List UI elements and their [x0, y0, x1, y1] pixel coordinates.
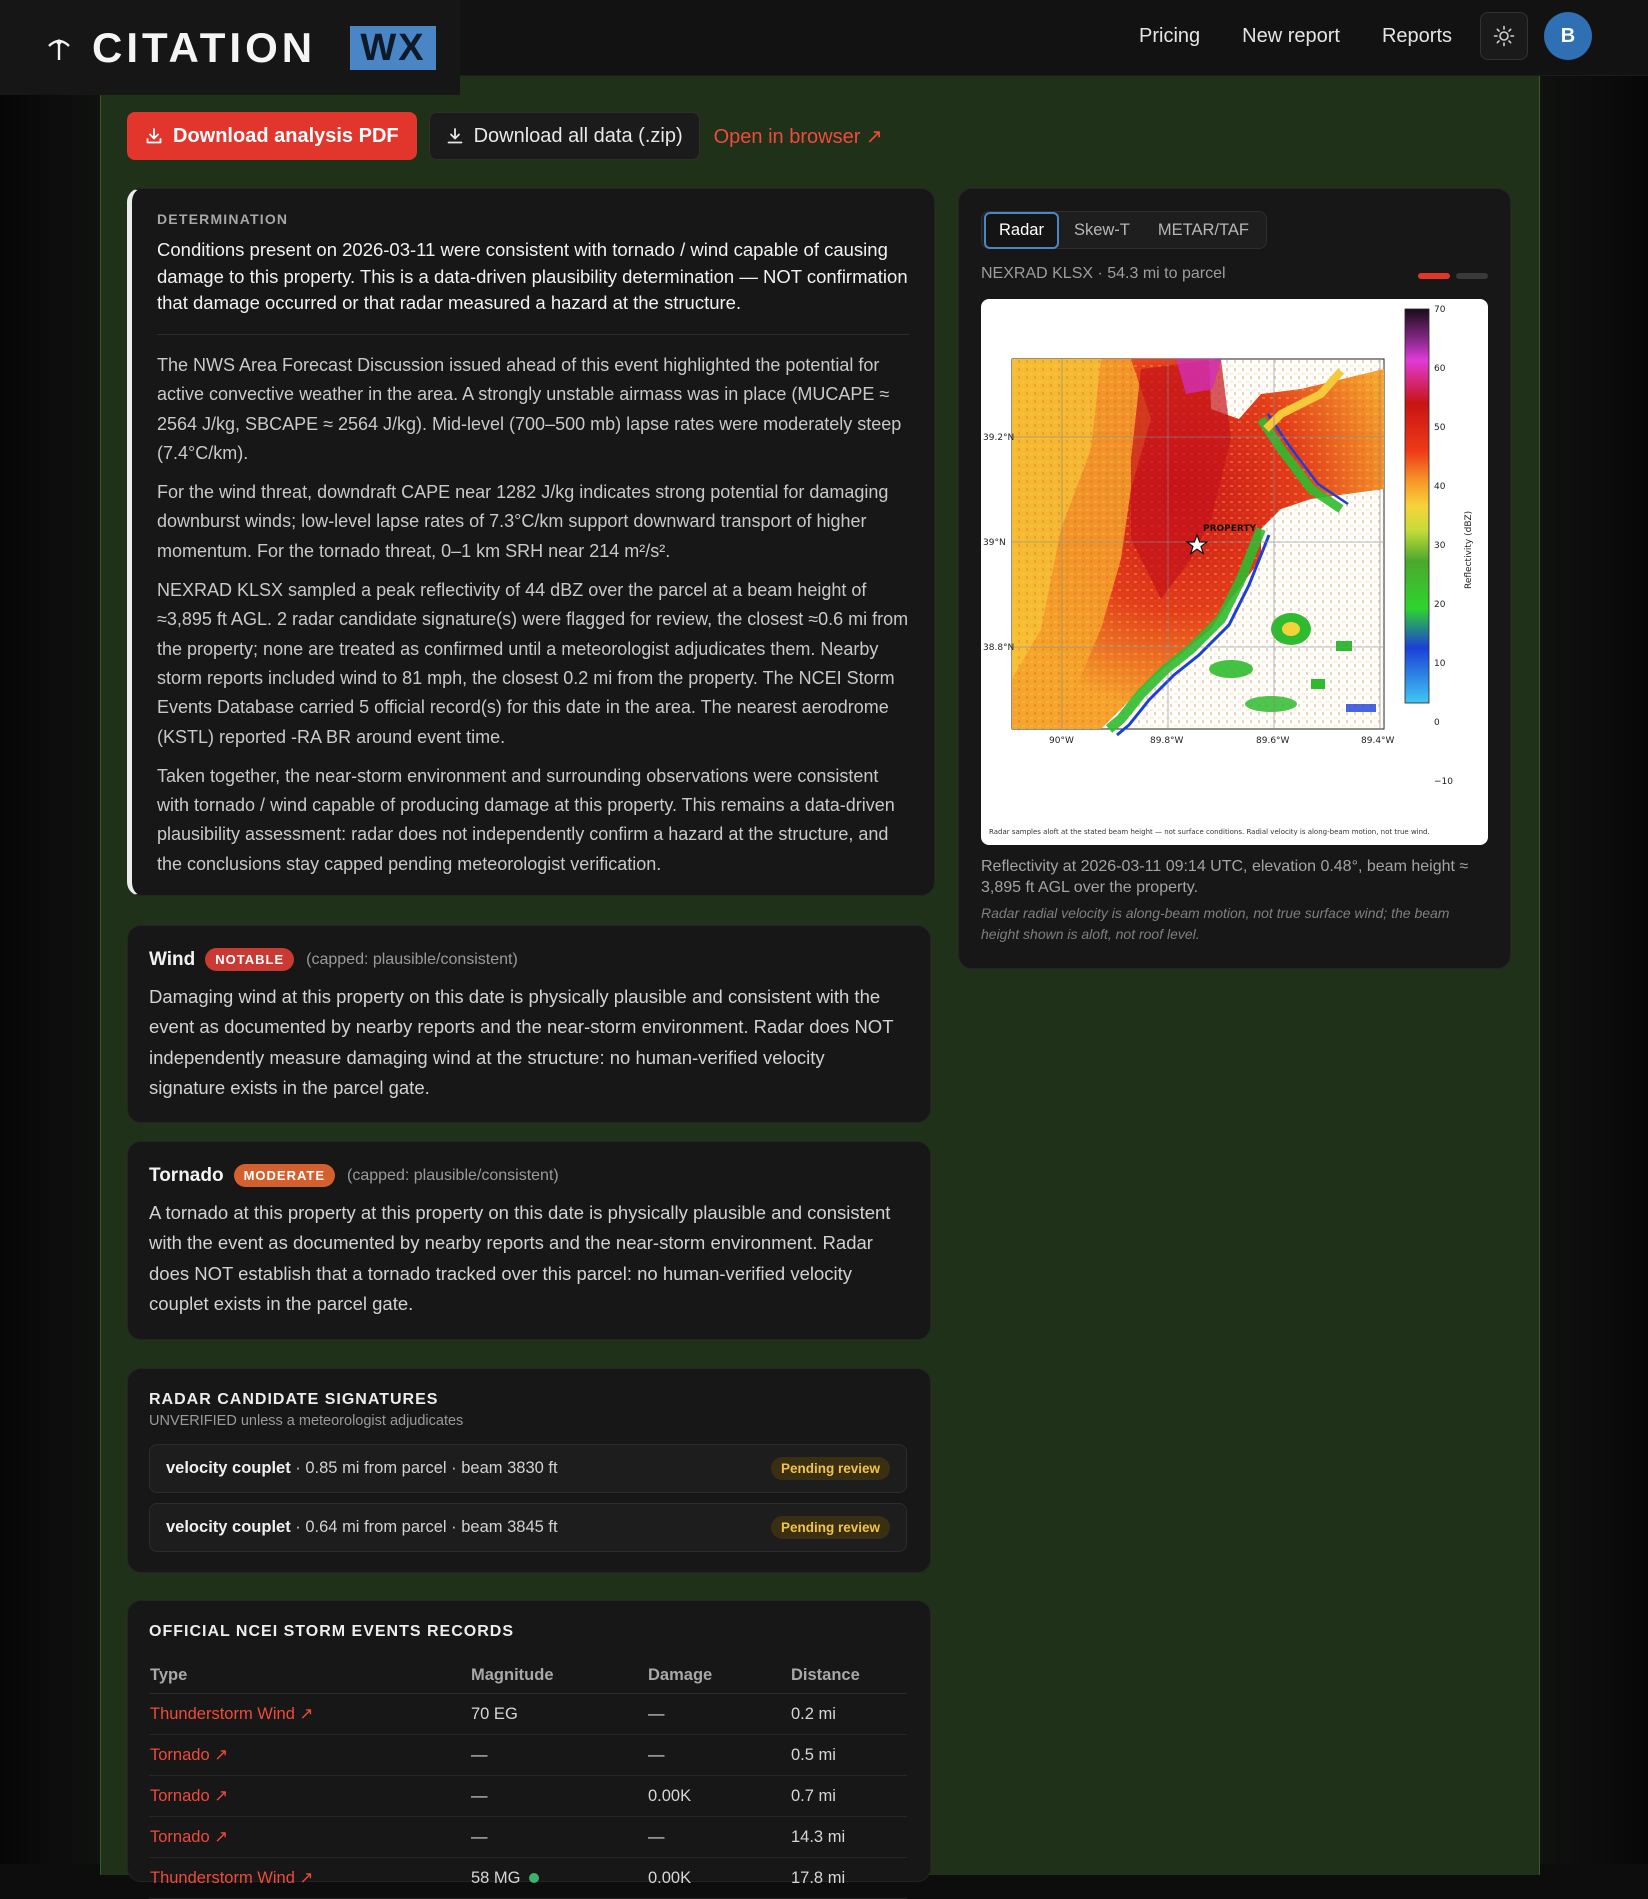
- lon-label: 90°W: [1049, 736, 1074, 746]
- signature-kind: velocity couplet: [166, 1518, 291, 1536]
- signature-detail: · 0.64 mi from parcel · beam 3845 ft: [290, 1518, 558, 1536]
- wind-risk-title: Wind: [149, 948, 196, 970]
- wind-capped-note: (capped: plausible/consistent): [306, 950, 518, 968]
- storm-events-title: OFFICIAL NCEI STORM EVENTS RECORDS: [149, 1623, 514, 1640]
- image-pager: [1418, 273, 1488, 279]
- colorbar-tick: 0: [1434, 718, 1440, 728]
- pending-review-badge: Pending review: [771, 1457, 890, 1480]
- colorbar-tick: −10: [1434, 777, 1453, 787]
- event-damage: —: [647, 1694, 790, 1735]
- table-row: [149, 1735, 907, 1776]
- column-header: Damage: [647, 1657, 790, 1694]
- radar-image-footnote: Radar samples aloft at the stated beam height — not surface conditions. Radial velocity is along-beam motion, not true wind.: [989, 828, 1430, 836]
- event-magnitude: 70 EG: [470, 1694, 647, 1735]
- brand-suffix: WX: [350, 26, 436, 70]
- lat-label: 39.2°N: [983, 433, 1015, 443]
- radar-signatures-card: [127, 1368, 931, 1573]
- radar-tabs: [981, 211, 1267, 249]
- column-header: Type: [149, 1657, 470, 1694]
- lat-label: 38.8°N: [983, 643, 1015, 653]
- signatures-title: RADAR CANDIDATE SIGNATURES: [149, 1391, 439, 1408]
- download-pdf-button[interactable]: [127, 112, 417, 160]
- nav-new-report[interactable]: New report: [1242, 24, 1340, 47]
- table-row: [149, 1776, 907, 1817]
- tornado-capped-note: (capped: plausible/consistent): [347, 1166, 559, 1184]
- determination-paragraph: The NWS Area Forecast Discussion issued ahead of this event highlighted the potential for active convective weather in the area. A strongly unstable airmass was in place (MUCAPE ≈ 2564 J/kg, SBCAPE ≈ 2564 J/kg). Mid-level (700–500 mb) lapse rates were moderately steep (7.4°C/km).: [157, 355, 902, 463]
- tab-metar-taf[interactable]: METAR/TAF: [1157, 220, 1249, 239]
- property-marker-label: PROPERTY: [1203, 524, 1257, 534]
- determination-lead: Conditions present on 2026-03-11 were consistent with tornado / wind capable of causing damage to this property. This is a data-driven plausibility determination — NOT confirmation that damage occurred or that radar measured a hazard at the structure.: [157, 239, 908, 313]
- sun-icon: [1493, 25, 1515, 47]
- theme-toggle-button[interactable]: [1480, 12, 1528, 60]
- colorbar-tick: 10: [1434, 659, 1446, 669]
- colorbar-tick: 70: [1434, 305, 1446, 315]
- signature-row[interactable]: [149, 1503, 907, 1552]
- tab-radar[interactable]: Radar: [984, 212, 1059, 249]
- event-type-link[interactable]: Thunderstorm Wind ↗: [149, 1694, 470, 1735]
- tornado-risk-title: Tornado: [149, 1164, 224, 1186]
- download-pdf-label: Download analysis PDF: [173, 124, 399, 147]
- download-zip-button[interactable]: [429, 112, 700, 160]
- lat-label: 39°N: [983, 538, 1006, 548]
- colorbar-tick: 50: [1434, 423, 1446, 433]
- event-damage: —: [647, 1735, 790, 1776]
- nav-pricing[interactable]: Pricing: [1139, 24, 1201, 47]
- lon-label: 89.6°W: [1256, 736, 1290, 746]
- column-header: Magnitude: [470, 1657, 647, 1694]
- tab-skew-t[interactable]: Skew-T: [1073, 220, 1130, 239]
- pager-dot[interactable]: [1456, 273, 1488, 279]
- radar-reflectivity-map: [981, 299, 1488, 845]
- event-distance: 14.3 mi: [790, 1817, 907, 1858]
- download-icon: [446, 127, 464, 145]
- event-magnitude: —: [470, 1817, 647, 1858]
- colorbar-tick: 60: [1434, 364, 1446, 374]
- wind-severity-badge: NOTABLE: [205, 948, 294, 971]
- signature-kind: velocity couplet: [166, 1459, 291, 1477]
- page-edge-right: [1538, 0, 1648, 1864]
- nav-links: [1097, 12, 1592, 60]
- determination-card: [127, 188, 935, 896]
- lon-label: 89.4°W: [1361, 736, 1395, 746]
- event-damage: 0.00K: [647, 1858, 790, 1899]
- signature-text: [166, 1459, 558, 1478]
- event-distance: 17.8 mi: [790, 1858, 907, 1899]
- brand-name: CITATION: [92, 24, 317, 71]
- radar-caption: Reflectivity at 2026-03-11 09:14 UTC, elevation 0.48°, beam height ≈ 3,895 ft AGL over the property.: [981, 858, 1469, 896]
- event-type-link[interactable]: Tornado ↗: [149, 1735, 470, 1776]
- signature-text: [166, 1518, 558, 1537]
- tornado-risk-card: [127, 1141, 931, 1340]
- event-type-link[interactable]: Thunderstorm Wind ↗: [149, 1858, 470, 1899]
- colorbar-tick: 40: [1434, 482, 1446, 492]
- colorbar-tick: 20: [1434, 600, 1446, 610]
- open-in-browser-link[interactable]: Open in browser ↗: [713, 125, 883, 148]
- status-dot-icon: [529, 1873, 539, 1883]
- determination-label: DETERMINATION: [157, 211, 289, 227]
- signature-row[interactable]: [149, 1444, 907, 1493]
- brand-logo[interactable]: [0, 0, 460, 95]
- event-distance: 0.7 mi: [790, 1776, 907, 1817]
- download-zip-label: Download all data (.zip): [473, 124, 683, 147]
- tornado-risk-text: A tornado at this property at this property on this date is physically plausible and consistent with the event as documented by nearby reports and the near-storm environment. Radar does NOT establish that a tornado tracked over this parcel: no human-verified velocity couplet exists in the parcel gate.: [149, 1202, 891, 1314]
- signatures-subtitle: UNVERIFIED unless a meteorologist adjudicates: [149, 1413, 464, 1429]
- determination-paragraph: For the wind threat, downdraft CAPE near 1282 J/kg indicates strong potential for damaging downburst winds; low-level lapse rates of 7.3°C/km support downward transport of higher momentum. For the tornado threat, 0–1 km SRH near 214 m²/s².: [157, 482, 889, 561]
- determination-paragraph: NEXRAD KLSX sampled a peak reflectivity of 44 dBZ over the parcel at a beam height of ≈3,895 ft AGL. 2 radar candidate signature(s) were flagged for review, the closest ≈0.6 mi from the property; none are treated as confirmed until a meteorologist adjudicates them. Nearby storm reports included wind to 81 mph, the closest 0.2 mi from the property. The NCEI Storm Events Database carried 5 official record(s) for this date in the area. The nearest aerodrome (KSTL) reported -RA BR around event time.: [157, 580, 909, 747]
- user-avatar[interactable]: B: [1544, 12, 1592, 60]
- table-row: [149, 1694, 907, 1735]
- table-header-row: [149, 1657, 907, 1694]
- storm-events-table: [149, 1657, 907, 1899]
- event-type-link[interactable]: Tornado ↗: [149, 1817, 470, 1858]
- download-icon: [145, 127, 163, 145]
- page-edge-left: [0, 0, 100, 1864]
- column-header: Distance: [790, 1657, 907, 1694]
- determination-body: [157, 351, 909, 889]
- event-damage: —: [647, 1817, 790, 1858]
- nav-reports[interactable]: Reports: [1381, 24, 1452, 47]
- report-actions: [127, 112, 883, 160]
- colorbar-label: Reflectivity (dBZ): [1464, 510, 1474, 589]
- event-magnitude: —: [470, 1735, 647, 1776]
- radar-site-meta: NEXRAD KLSX · 54.3 mi to parcel: [981, 265, 1226, 282]
- antenna-icon: [44, 34, 74, 62]
- colorbar-tick: 30: [1434, 541, 1446, 551]
- lon-label: 89.8°W: [1150, 736, 1184, 746]
- event-type-link[interactable]: Tornado ↗: [149, 1776, 470, 1817]
- radar-disclaimer: Radar radial velocity is along-beam motion, not true surface wind; the beam height shown is aloft, not roof level.: [981, 905, 1450, 942]
- event-distance: 0.2 mi: [790, 1694, 907, 1735]
- event-magnitude-value: 58 MG: [471, 1868, 521, 1887]
- wind-risk-header: [149, 948, 518, 971]
- tornado-risk-header: [149, 1164, 559, 1187]
- determination-paragraph: Taken together, the near-storm environment and surrounding observations were consistent with tornado / wind capable of producing damage at this property. This remains a data-driven plausibility assessment: radar does not independently confirm a hazard at the structure, and the conclusions stay capped pending meteorologist verification.: [157, 765, 895, 874]
- storm-events-card: [127, 1600, 931, 1887]
- pending-review-badge: Pending review: [771, 1516, 890, 1539]
- event-magnitude: —: [470, 1776, 647, 1817]
- wind-risk-card: [127, 925, 931, 1123]
- divider: [157, 334, 909, 335]
- table-row: [149, 1817, 907, 1858]
- tornado-severity-badge: MODERATE: [234, 1164, 335, 1187]
- event-damage: 0.00K: [647, 1776, 790, 1817]
- radar-panel: [958, 188, 1511, 969]
- signature-detail: · 0.85 mi from parcel · beam 3830 ft: [290, 1459, 558, 1477]
- event-distance: 0.5 mi: [790, 1735, 907, 1776]
- top-navigation: [0, 0, 1648, 76]
- wind-risk-text: Damaging wind at this property on this date is physically plausible and consistent with the event as documented by nearby reports and the near-storm environment. Radar does NOT independently measure damaging wind at the structure: no human-verified velocity signature exists in the parcel gate.: [149, 986, 894, 1098]
- pager-dot-active[interactable]: [1418, 273, 1450, 279]
